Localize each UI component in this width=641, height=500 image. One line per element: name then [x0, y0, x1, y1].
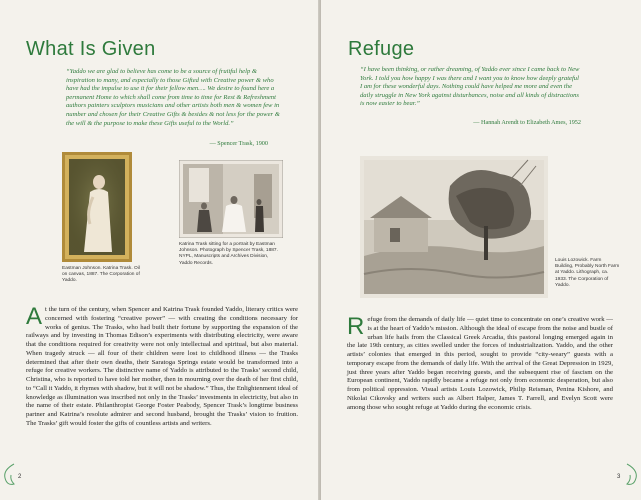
- right-drop-cap: R: [347, 313, 365, 340]
- painting-caption: Eastman Johnson. Katrina Trask. Oil on canvas, 1887. The Corporation of Yaddo.: [62, 266, 140, 284]
- right-page-title: Refuge: [348, 38, 415, 60]
- right-ornament-icon: [625, 462, 639, 488]
- left-page-attribution: — Spencer Trask, 1900: [209, 140, 268, 147]
- right-page-body-text: [347, 313, 613, 412]
- left-page-quote: “Yaddo we are glad to believe has come to be a source of fruitful help & inspiration to many, and especially to those Gifted with Creative power & who have had the impulse to use it for their fellow men…. We desire to found here a permanent Home to which shall come from time to time for Rest & Refreshment authors painters sculptors musicians and other artists both men & women few in number and chosen for their Creative Gifts & besides & not less for the power & the will & the purpose to make these Gifts useful to the World.”: [66, 68, 280, 127]
- right-page-quote: “I have been thinking, or rather dreaming, of Yaddo ever since I came back to New York. I told you how happy I was there and I want you to know how deeply grateful I am for these wonderful days. Nothing could have helped me more and even the daily struggle in New York against disturbances, noise and all kinds of distractions is now easier to bear.”: [360, 66, 580, 108]
- right-page: [321, 0, 641, 500]
- lozowick-lithograph: [360, 156, 548, 298]
- left-page: [0, 0, 320, 500]
- left-page-title: What Is Given: [26, 38, 156, 60]
- right-body-paragraph: efuge from the demands of daily life — quiet time to concentrate on one’s creative work — is at the heart of Yaddo’s mission. Although the ideal of escape from the noise and bustle of urban life hails from the Classical Greek Arcadia, this pastoral longing emerged again in the late 19th century, as cities swelled under the forces of industrialization. Yaddo, and the other artists’ colonies that emerged in this period, sought to provide “city-weary” guests with a temporary escape from the demands of daily life. With the arrival of the Great Depression in 1929, just three years after Yaddo began receiving guests, and the subsequent rise of fascism on the European continent, Yaddo rapidly became a refuge not only from economic desperation, but also from political oppression. Visual artists Louis Lozowick, Philip Reisman, Penina Kishore, and Nikolai Cikovsky and writers such as Albert Halper, James T. Farrell, and Evelyn Scott were among those who sought refuge at Yaddo during the economic crisis.: [347, 316, 613, 411]
- photograph-caption: Katrina Trask sitting for a portrait by Eastman Johnson. Photograph by Spencer Trask, 1887. NYPL, Manuscripts and Archives Division, Yaddo Records.: [179, 242, 278, 266]
- left-drop-cap: A: [26, 303, 43, 330]
- left-body-paragraph: t the turn of the century, when Spencer and Katrina Trask founded Yaddo, literary critics were concerned with fostering “creative power” — with creating the conditions necessary for works of genius. The Trasks, who had built their fortune by supporting the expansion of the railways and by investing in Thomas Edison’s experiments with distributing electricity, were aware that the conditions required for creativity were not only intellectual and spiritual, but also material. When tragedy struck — all four of their children were lost to childhood illness — the Trasks determined that after their own deaths, their Saratoga Springs estate would be transformed into a refuge for creative workers. The distinctive name of Yaddo is attributed to the Trasks’ second child, Christina, who is reported to have told her mother, then in mourning over the death of her first child, to “Call it Yaddo, it rhymes with shadow, but it will not be shadow.” Thus, the Enlightenment ideal of knowledge as illumination was inscribed not only in the Trasks’ investments in electricity, but also in the name of their estate. Philanthropist George Foster Peabody, Spencer Trask’s longtime business partner and Katrina’s resolute admirer and second husband, brought the Trasks’ vision to fruition. The Trasks’ gift would foster the gifts of countless artists and writers.: [26, 306, 298, 427]
- right-page-number: 3: [617, 474, 621, 480]
- katrina-trask-painting: [62, 152, 132, 262]
- left-page-body-text: [26, 303, 298, 429]
- lithograph-caption: Louis Lozowick. Farm Building, Probably North Farm at Yaddo. Lithograph, ca. 1933. The Corporation of Yaddo.: [555, 258, 620, 288]
- katrina-trask-photograph: [179, 160, 283, 238]
- right-page-attribution: — Hannah Arendt to Elizabeth Ames, 1952: [473, 119, 581, 126]
- left-page-number: 2: [18, 474, 22, 480]
- left-ornament-icon: [2, 462, 16, 488]
